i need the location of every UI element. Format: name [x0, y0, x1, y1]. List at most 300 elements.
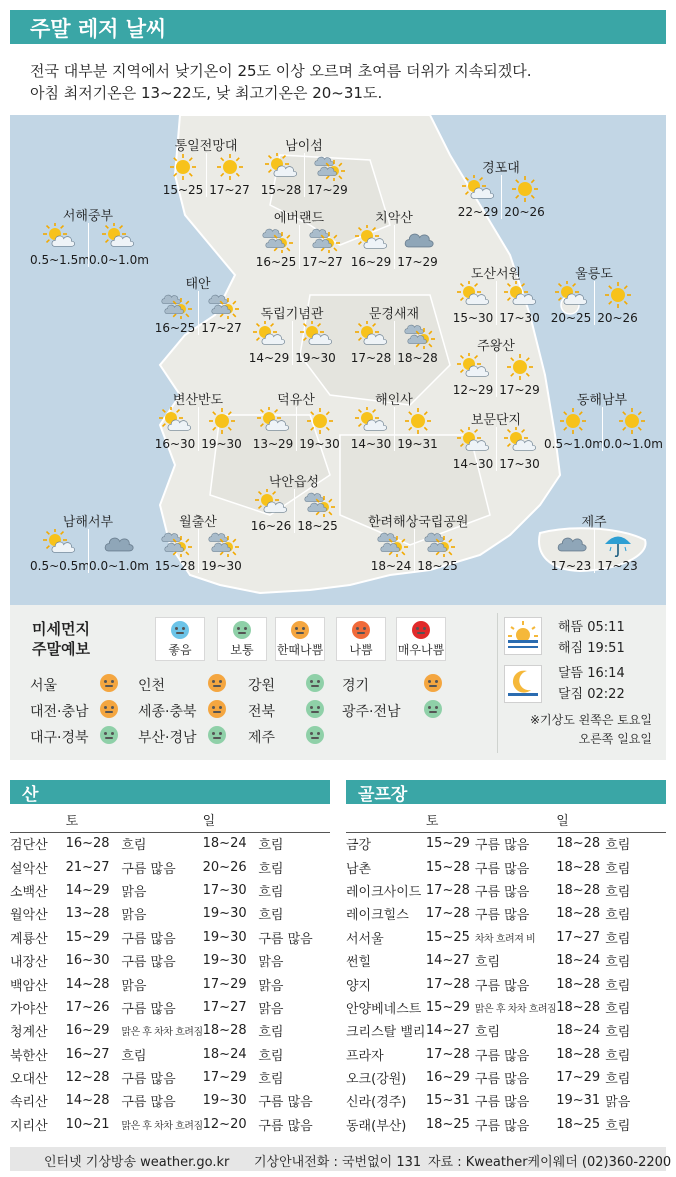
table-cell: 설악산	[10, 861, 48, 877]
table-row	[346, 1113, 666, 1136]
table-cell: 맑은 후 차차 흐려짐	[121, 1027, 203, 1039]
partly-cloudy-icon	[497, 427, 542, 455]
temperature-range: 17~29	[499, 383, 540, 397]
temperature-range: 17~30	[499, 311, 540, 325]
face-icon	[352, 621, 370, 639]
legend-label: 좋음	[168, 642, 192, 657]
table-cell: 신라(경주)	[346, 1095, 407, 1111]
table-cell: 흐림	[605, 1072, 631, 1088]
temperature-range: 19~31	[397, 437, 438, 451]
partly-cloudy-icon	[250, 407, 296, 435]
intro-text	[30, 60, 660, 104]
table-cell: 18~25	[425, 1116, 470, 1132]
temperature-range: 0.5~0.5m	[30, 559, 90, 573]
saturday-forecast	[30, 529, 88, 573]
table-cell: 17~29	[556, 1070, 601, 1086]
mostly-cloudy-icon	[152, 529, 198, 557]
table-cell: 양지	[346, 978, 372, 994]
sunday-forecast	[394, 407, 440, 451]
face-icon	[424, 700, 442, 718]
table-cell: 17~27	[202, 999, 247, 1015]
sunday-forecast	[88, 223, 149, 267]
table-cell: 17~30	[202, 882, 247, 898]
temperature-range: 16~30	[154, 437, 196, 451]
dust-title-line-1: 미세먼지	[32, 620, 90, 638]
table-cell: 맑음	[121, 908, 147, 924]
table-cell: 구름 많음	[474, 1048, 530, 1064]
table-cell: 18~28	[556, 1046, 601, 1062]
table-row	[10, 1066, 330, 1089]
legend-label: 나쁨	[349, 642, 373, 657]
table-row	[346, 926, 666, 949]
temperature-range: 17~27	[209, 183, 250, 197]
table-cell: 맑음	[258, 955, 284, 971]
table-cell: 17~29	[202, 976, 247, 992]
location-name: 남이섬	[285, 139, 323, 154]
note-line-2: 오른쪽 일요일	[578, 732, 652, 746]
sunday-forecast	[88, 529, 149, 573]
temperature-range: 14~30	[350, 437, 392, 451]
cloud-icon	[395, 225, 440, 253]
table-cell: 18~24	[202, 1046, 247, 1062]
table-cell: 흐림	[605, 908, 631, 924]
dust-region	[248, 701, 275, 721]
table-cell: 구름 많음	[121, 861, 176, 877]
temperature-range: 22~29	[457, 205, 499, 219]
table-cell: 구름 많음	[474, 884, 530, 900]
table-cell: 흐림	[605, 931, 631, 947]
table-cell: 17~28	[425, 1046, 470, 1062]
table-cell: 차차 흐려져 비	[474, 933, 536, 945]
golf-section-bar	[346, 780, 666, 804]
sun-icon	[199, 407, 244, 435]
partly-cloudy-icon	[30, 529, 88, 557]
dust-title	[32, 619, 90, 659]
table-cell: 서서울	[346, 931, 384, 947]
saturday-forecast	[368, 529, 414, 573]
table-cell: 18~28	[202, 1023, 247, 1039]
mostly-cloudy-icon	[300, 225, 345, 253]
table-cell: 20~26	[202, 859, 247, 875]
mountain-section-bar	[10, 780, 330, 804]
sunday-forecast	[496, 353, 542, 397]
table-cell: 14~29	[65, 882, 110, 898]
table-cell: 맑음	[605, 1095, 631, 1111]
table-cell: 18~28	[556, 859, 601, 875]
table-cell: 흐림	[258, 1048, 284, 1064]
location-name: 덕유산	[277, 393, 315, 408]
table-cell: 10~21	[65, 1116, 110, 1132]
table-cell: 흐림	[258, 838, 284, 854]
sunday-forecast	[198, 291, 244, 335]
mostly-cloudy-icon	[295, 489, 340, 517]
saturday-forecast	[348, 407, 394, 451]
table-row	[346, 855, 666, 878]
table-cell: 15~31	[425, 1093, 470, 1109]
mountain-table	[10, 808, 330, 1136]
location-name: 변산반도	[172, 393, 224, 408]
face-icon	[306, 726, 324, 744]
table-cell: 19~30	[202, 929, 247, 945]
table-cell: 18~24	[556, 953, 601, 969]
table-cell: 15~25	[425, 929, 470, 945]
saturday-forecast	[250, 407, 296, 451]
face-icon	[233, 621, 251, 639]
table-row	[10, 1113, 330, 1136]
fine-dust-panel	[10, 605, 666, 760]
location-name: 문경새재	[368, 307, 420, 322]
table-cell: 19~30	[202, 1093, 247, 1109]
location-name: 통일전망대	[174, 139, 238, 154]
temperature-range: 0.0~1.0m	[89, 253, 149, 267]
face-icon	[208, 726, 226, 744]
region-name: 대전·충남	[30, 704, 89, 720]
sunset-time: 해짐 19:51	[558, 641, 625, 656]
table-cell: 월악산	[10, 908, 48, 924]
saturday-forecast	[152, 291, 198, 335]
region-name: 세종·충북	[138, 704, 197, 720]
partly-cloudy-icon	[30, 223, 88, 251]
face-icon	[424, 674, 442, 692]
table-cell: 18~28	[556, 882, 601, 898]
temperature-range: 17~29	[397, 255, 438, 269]
saturday-forecast	[152, 529, 198, 573]
temperature-range: 20~25	[550, 311, 592, 325]
saturday-forecast	[248, 489, 294, 533]
partly-cloudy-icon	[348, 321, 394, 349]
dust-region	[138, 675, 165, 695]
location-name: 치악산	[375, 211, 413, 226]
table-cell: 17~28	[425, 906, 470, 922]
table-cell: 14~28	[65, 976, 110, 992]
sunday-forecast	[292, 321, 338, 365]
sun-icon	[603, 407, 660, 435]
moonrise-time: 달뜸 16:14	[558, 666, 625, 681]
partly-cloudy-icon	[348, 407, 394, 435]
table-row	[346, 1066, 666, 1089]
cloud-icon	[548, 529, 594, 557]
location-name: 남해서부	[62, 515, 114, 530]
temperature-range: 12~29	[452, 383, 494, 397]
column-header	[258, 808, 330, 832]
region-name: 전북	[248, 704, 276, 720]
legend-good	[155, 617, 205, 661]
temperature-range: 19~30	[201, 559, 242, 573]
table-cell: 구름 많음	[121, 1072, 176, 1088]
sunday-forecast	[299, 225, 345, 269]
table-cell: 맑은 후 차차 흐려짐	[474, 1003, 557, 1015]
legend-label: 한때나쁨	[276, 642, 324, 657]
table-cell: 계룡산	[10, 931, 48, 947]
table-cell: 19~30	[202, 906, 247, 922]
legend-normal	[217, 617, 267, 661]
column-header	[121, 808, 202, 832]
mostly-cloudy-icon	[152, 291, 198, 319]
temperature-range: 18~25	[297, 519, 338, 533]
region-name: 광주·전남	[342, 704, 401, 720]
table-cell: 소백산	[10, 884, 48, 900]
column-header: 일	[556, 808, 605, 832]
temperature-range: 14~29	[248, 351, 290, 365]
table-cell: 흐림	[474, 1025, 501, 1041]
mostly-cloudy-icon	[199, 529, 244, 557]
table-cell: 청계산	[10, 1025, 48, 1041]
table-cell: 구름 많음	[121, 931, 176, 947]
temperature-range: 19~30	[299, 437, 340, 451]
face-icon	[208, 700, 226, 718]
table-cell: 금강	[346, 838, 372, 854]
legend-bad3	[396, 617, 446, 661]
temperature-range: 14~30	[452, 457, 494, 471]
region-name: 강원	[248, 678, 276, 694]
table-cell: 구름 많음	[121, 955, 176, 971]
table-cell: 흐림	[605, 884, 631, 900]
table-row	[10, 855, 330, 878]
table-row	[346, 1089, 666, 1112]
table-row	[10, 996, 330, 1019]
table-cell: 17~29	[202, 1070, 247, 1086]
region-name: 경기	[342, 678, 370, 694]
mostly-cloudy-icon	[199, 291, 244, 319]
sunday-forecast	[394, 321, 440, 365]
table-cell: 구름 많음	[474, 908, 530, 924]
saturday-forecast	[544, 407, 602, 451]
table-cell: 15~29	[65, 929, 110, 945]
column-header	[10, 808, 66, 832]
table-cell: 14~27	[425, 1023, 470, 1039]
temperature-range: 16~25	[255, 255, 297, 269]
table-cell: 검단산	[10, 838, 48, 854]
face-icon	[100, 700, 118, 718]
table-cell: 흐림	[121, 1048, 147, 1064]
sunday-forecast	[198, 407, 244, 451]
dust-region	[342, 701, 401, 721]
intro-line-1: 전국 대부분 지역에서 낮기온이 25도 이상 오르며 초여름 더위가 지속되겠다.	[30, 62, 532, 80]
page-title: 주말 레저 날씨	[30, 17, 167, 41]
partly-cloudy-icon	[450, 353, 496, 381]
region-name: 부산·경남	[138, 730, 197, 746]
sunday-forecast	[198, 529, 244, 573]
sunrise-icon	[504, 617, 542, 655]
temperature-range: 16~25	[154, 321, 196, 335]
location-name: 낙안읍성	[268, 475, 320, 490]
temperature-range: 17~27	[302, 255, 343, 269]
dust-region	[248, 727, 275, 747]
table-cell: 21~27	[65, 859, 110, 875]
sunrise-time: 해뜸 05:11	[558, 620, 625, 635]
table-cell: 흐림	[474, 955, 501, 971]
table-cell: 구름 많음	[474, 838, 530, 854]
location-name: 월출산	[179, 515, 217, 530]
dust-region	[138, 701, 197, 721]
partly-cloudy-icon	[348, 225, 394, 253]
table-row	[346, 879, 666, 902]
column-header: 토	[66, 808, 122, 832]
table-row	[10, 972, 330, 995]
table-cell: 흐림	[605, 861, 631, 877]
sunday-forecast	[602, 407, 663, 451]
location-name: 해인사	[375, 393, 413, 408]
region-name: 서울	[30, 678, 58, 694]
region-name: 제주	[248, 730, 276, 746]
temperature-range: 0.5~1.5m	[30, 253, 90, 267]
table-cell: 16~27	[65, 1046, 110, 1062]
table-cell: 구름 많음	[474, 861, 530, 877]
temperature-range: 17~23	[550, 559, 592, 573]
sun-icon	[395, 407, 440, 435]
table-cell: 15~28	[425, 859, 470, 875]
table-cell: 흐림	[258, 861, 284, 877]
table-row	[10, 902, 330, 925]
table-cell: 동래(부산)	[346, 1118, 407, 1134]
location-name: 제주	[581, 515, 607, 530]
temperature-range: 18~28	[397, 351, 438, 365]
location-name: 에버랜드	[273, 211, 325, 226]
footer-phone: 기상안내전화 : 국번없이 131	[254, 1155, 422, 1170]
temperature-range: 0.0~1.0m	[89, 559, 149, 573]
location-name: 서해중부	[62, 209, 114, 224]
face-icon	[291, 621, 309, 639]
table-cell: 흐림	[605, 978, 631, 994]
sun-icon	[502, 175, 547, 203]
face-icon	[100, 726, 118, 744]
table-cell: 18~28	[556, 836, 601, 852]
table-cell: 구름 많음	[258, 1118, 313, 1134]
temperature-range: 20~26	[504, 205, 545, 219]
mostly-cloudy-icon	[395, 321, 440, 349]
table-cell: 14~28	[65, 1093, 110, 1109]
table-row	[346, 832, 666, 855]
table-cell: 가야산	[10, 1001, 48, 1017]
temperature-range: 15~25	[162, 183, 204, 197]
column-header	[346, 808, 426, 832]
temperature-range: 17~27	[201, 321, 242, 335]
sunday-forecast	[296, 407, 342, 451]
table-cell: 14~27	[425, 953, 470, 969]
temperature-range: 19~30	[201, 437, 242, 451]
table-cell: 오크(강원)	[346, 1072, 407, 1088]
face-icon	[100, 674, 118, 692]
mostly-cloudy-icon	[415, 529, 460, 557]
saturday-forecast	[455, 175, 501, 219]
column-header: 일	[203, 808, 259, 832]
temperature-range: 15~28	[260, 183, 302, 197]
temperature-range: 17~29	[307, 183, 348, 197]
dust-title-line-2: 주말예보	[32, 640, 90, 658]
temperature-range: 15~30	[452, 311, 494, 325]
table-cell: 15~29	[425, 836, 470, 852]
table-cell: 구름 많음	[121, 1001, 176, 1017]
table-cell: 맑은 후 차차 흐려짐	[121, 1120, 203, 1132]
mostly-cloudy-icon	[253, 225, 299, 253]
table-cell: 흐림	[605, 1118, 631, 1134]
table-row	[346, 996, 666, 1019]
face-icon	[171, 621, 189, 639]
table-cell: 16~30	[65, 953, 110, 969]
legend-bad2	[336, 617, 386, 661]
table-cell: 18~25	[556, 1116, 601, 1132]
table-cell: 16~28	[65, 836, 110, 852]
sunday-forecast	[594, 529, 640, 573]
saturday-forecast	[246, 321, 292, 365]
sunday-forecast	[394, 225, 440, 269]
table-cell: 19~30	[202, 953, 247, 969]
table-cell: 흐림	[605, 955, 631, 971]
location-name: 동해남부	[576, 393, 628, 408]
saturday-forecast	[348, 225, 394, 269]
temperature-range: 17~23	[597, 559, 638, 573]
moonset-time: 달짐 02:22	[558, 687, 625, 702]
sunday-forecast	[496, 281, 542, 325]
sunday-forecast	[304, 153, 350, 197]
partly-cloudy-icon	[152, 407, 198, 435]
table-cell: 북한산	[10, 1048, 48, 1064]
region-name: 인천	[138, 678, 166, 694]
sunday-forecast	[496, 427, 542, 471]
table-cell: 레이크사이드	[346, 884, 422, 900]
table-cell: 흐림	[605, 1048, 631, 1064]
footer-source: 자료 : Kweather케이웨더 (02)360-2200	[428, 1155, 672, 1170]
table-cell: 내장산	[10, 955, 48, 971]
partly-cloudy-icon	[246, 321, 292, 349]
dust-region	[30, 727, 89, 747]
face-icon	[306, 700, 324, 718]
divider	[497, 613, 498, 753]
table-cell: 18~24	[202, 836, 247, 852]
mostly-cloudy-icon	[305, 153, 350, 181]
region-name: 대구·경북	[30, 730, 89, 746]
dust-region	[138, 727, 197, 747]
location-name: 경포대	[482, 161, 520, 176]
sunday-forecast	[294, 489, 340, 533]
face-icon	[208, 674, 226, 692]
footer-website: 인터넷 기상방송 weather.go.kr	[44, 1155, 230, 1170]
sun-icon	[207, 153, 252, 181]
table-row	[10, 1019, 330, 1042]
location-name: 태안	[185, 277, 211, 292]
table-cell: 썬힐	[346, 955, 372, 971]
table-row	[346, 972, 666, 995]
partly-cloudy-icon	[293, 321, 338, 349]
temperature-range: 0.0~1.0m	[603, 437, 663, 451]
table-cell: 레이크힐스	[346, 908, 409, 924]
column-header	[475, 808, 556, 832]
partly-cloudy-icon	[455, 175, 501, 203]
note-line-1: ※기상도 왼쪽은 토요일	[529, 713, 652, 727]
table-cell: 12~28	[65, 1070, 110, 1086]
dust-region	[30, 675, 57, 695]
table-row	[346, 1019, 666, 1042]
temperature-range: 17~28	[350, 351, 392, 365]
legend-bad1	[275, 617, 325, 661]
golf-title: 골프장	[358, 785, 408, 805]
table-cell: 남촌	[346, 861, 372, 877]
sun-icon	[497, 353, 542, 381]
table-row	[10, 949, 330, 972]
table-cell: 맑음	[121, 978, 147, 994]
weather-map	[10, 115, 666, 605]
partly-cloudy-icon	[89, 223, 146, 251]
temperature-range: 19~30	[295, 351, 336, 365]
saturday-forecast	[30, 223, 88, 267]
partly-cloudy-icon	[450, 281, 496, 309]
saturday-forecast	[450, 281, 496, 325]
column-header: 토	[426, 808, 475, 832]
location-name: 한려해상국립공원	[368, 515, 469, 530]
table-cell: 15~29	[425, 999, 470, 1015]
table-cell: 18~28	[556, 906, 601, 922]
saturday-forecast	[450, 353, 496, 397]
